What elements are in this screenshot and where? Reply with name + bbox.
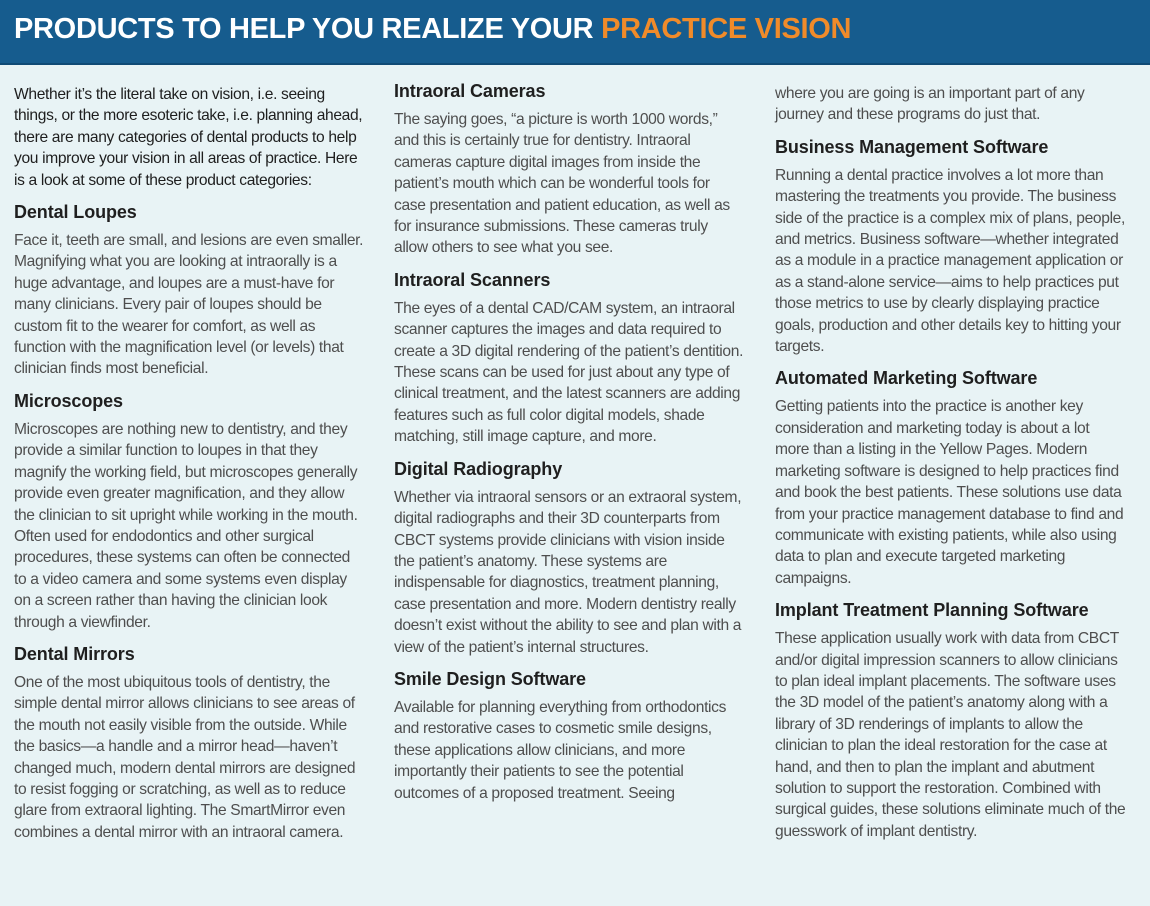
section-body: Getting patients into the practice is another key consideration and marketing today is about a lot more than a listing in the Yellow Pages. Modern marketing software is designed to help practices find and book the best patients. These solutions use data from your practice management database to find and communicate with existing patients, while also using data to plan and execute targeted marketing campaigns.	[775, 398, 1124, 587]
section-business-management-software	[775, 136, 1127, 358]
section-body: Available for planning everything from orthodontics and restorative cases to cosmetic smile designs, these applications allow clinicians, and more importantly their patients to see the potential outcomes of a proposed treatment. Seeing	[394, 698, 727, 802]
section-dental-loupes	[14, 201, 366, 380]
page-title	[14, 13, 851, 46]
section-heading: Business Management Software	[775, 136, 1049, 157]
section-digital-radiography	[394, 458, 744, 658]
section-body: The eyes of a dental CAD/CAM system, an intraoral scanner captures the images and data required to create a 3D digital rendering of the patient’s dentition. These scans can be used for just about any type of clinical treatment, and the latest scanners are adding features such as full color digital models, shade matching, still image capture, and more.	[394, 299, 744, 446]
intro-paragraph: Whether it’s the literal take on vision, i.e. seeing things, or the more esoteric take, i.e. planning ahead, there are many categories of dental products to help you improve your vision in all areas of practice. Here is a look at some of these product categories:	[14, 86, 363, 189]
section-dental-mirrors	[14, 643, 366, 843]
section-body: Face it, teeth are small, and lesions are even smaller. Magnifying what you are looking at intraorally is a huge advantage, and loupes are a must-have for many clinicians. Every pair of loupes should be custom fit to the wearer for comfort, as well as function with the magnification level (or levels) that clinician finds most beneficial.	[14, 232, 364, 378]
section-body: Microscopes are nothing new to dentistry, and they provide a similar function to loupes in that they magnify the working field, but microscopes generally provide even greater magnification, and they allow the clinician to sit upright while working in the mouth. Often used for endodontics and other surgical procedures, these systems can often be connected to a video camera and some systems even display on a screen rather than having the clinician look through a viewfinder.	[14, 420, 358, 631]
section-body: These application usually work with data from CBCT and/or digital impression scanners to allow clinicians to plan ideal implant placements. The software uses the 3D model of the patient’s anatomy along with a library of 3D renderings of implants to allow the clinician to plan the ideal restoration for the case at hand, and then to plan the implant and abutment solution to support the restoration. Combined with surgical guides, these solutions eliminate much of the guesswork of implant dentistry.	[775, 630, 1126, 840]
page-header	[0, 0, 1150, 65]
section-microscopes	[14, 390, 366, 633]
section-heading: Automated Marketing Software	[775, 368, 1038, 389]
section-body: The saying goes, “a picture is worth 1000 words,” and this is certainly true for dentistry. Intraoral cameras capture digital images from inside the patient’s mouth which can be wonderful tools for case presentation and patient education, as well as for insurance submissions. These cameras truly allow others to see what you see.	[394, 111, 730, 257]
title-main: PRODUCTS TO HELP YOU REALIZE YOUR	[14, 13, 602, 45]
column-3	[775, 83, 1127, 842]
section-implant-treatment-planning-software	[775, 599, 1127, 842]
title-accent: PRACTICE VISION	[601, 13, 852, 45]
continued-paragraph: where you are going is an important part of any journey and these programs do just that.	[775, 85, 1085, 124]
column-2	[394, 80, 744, 804]
section-heading: Digital Radiography	[394, 458, 563, 479]
section-intraoral-cameras	[394, 80, 744, 259]
section-body: One of the most ubiquitous tools of dentistry, the simple dental mirror allows clinicians to see areas of the mouth not easily visible from the outside. While the basics—a handle and a mirror head—haven’t changed much, modern dental mirrors are designed to resist fogging or scratching, as well as to reduce glare from extraoral lighting. The SmartMirror even combines a dental mirror with an intraoral camera.	[14, 673, 356, 841]
section-heading: Dental Loupes	[14, 202, 137, 223]
section-heading: Microscopes	[14, 390, 123, 411]
section-heading: Implant Treatment Planning Software	[775, 600, 1089, 621]
section-heading: Smile Design Software	[394, 668, 586, 689]
section-heading: Intraoral Cameras	[394, 81, 546, 101]
section-smile-design-software	[394, 668, 744, 804]
section-body: Running a dental practice involves a lot more than mastering the treatments you provide. The business side of the practice is a complex mix of plans, people, and metrics. Business software—whether integrated as a module in a practice management application or as a stand-alone service—aims to help practices put those metrics to use by clearly displaying practice goals, production and other details key to hitting your targets.	[775, 166, 1125, 356]
section-intraoral-scanners	[394, 269, 744, 448]
column-1	[14, 84, 366, 843]
section-heading: Intraoral Scanners	[394, 269, 551, 290]
section-body: Whether via intraoral sensors or an extraoral system, digital radiographs and their 3D counterparts from CBCT systems provide clinicians with vision inside the patient’s anatomy. These systems are indispensable for diagnostics, treatment planning, case presentation and more. Modern dentistry really doesn’t exist without the ability to see and plan with a view of the patient’s internal structures.	[394, 488, 742, 656]
section-automated-marketing-software	[775, 367, 1127, 589]
section-heading: Dental Mirrors	[14, 643, 135, 664]
